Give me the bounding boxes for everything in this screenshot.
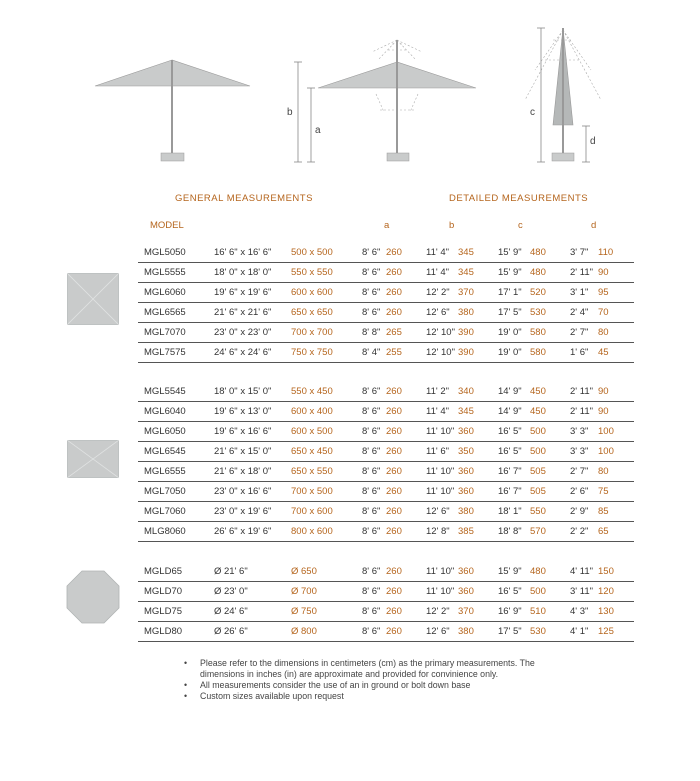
size-cm-cell: 650 x 650 [291,307,333,318]
size-cm-cell: 650 x 550 [291,466,333,477]
b-inches-cell: 11' 4" [426,406,449,417]
diagram-label-c: c [530,107,535,118]
b-inches-cell: 12' 6" [426,626,450,637]
general-measurements-heading: GENERAL MEASUREMENTS [175,193,313,204]
diagram-label-d: d [590,136,596,147]
model-cell: MGL5545 [144,386,186,397]
d-inches-cell: 4' 3" [570,606,589,617]
model-cell: MGLD75 [144,606,183,617]
size-inches-cell: 21' 6" x 21' 6" [214,307,272,318]
model-cell: MGL7060 [144,506,186,517]
d-cm-cell: 150 [598,566,614,577]
size-inches-cell: 18' 0" x 18' 0" [214,267,272,278]
model-cell: MGL6040 [144,406,186,417]
a-inches-cell: 8' 6" [362,386,381,397]
b-cm-cell: 360 [458,486,474,497]
table-row [138,461,634,482]
table-row [138,322,634,343]
b-cm-cell: 390 [458,327,474,338]
b-cm-cell: 380 [458,307,474,318]
d-inches-cell: 2' 4" [570,307,589,318]
d-inches-cell: 3' 11" [570,586,593,597]
model-cell: MGL5050 [144,247,186,258]
b-inches-cell: 11' 10" [426,486,455,497]
a-cm-cell: 260 [386,267,402,278]
d-inches-cell: 2' 9" [570,506,589,517]
model-cell: MGL7050 [144,486,186,497]
size-cm-cell: 600 x 500 [291,426,333,437]
d-cm-cell: 90 [598,386,609,397]
size-cm-cell: 750 x 750 [291,347,333,358]
size-cm-cell: Ø 750 [291,606,317,617]
b-inches-cell: 11' 10" [426,566,455,577]
size-inches-cell: 16' 6" x 16' 6" [214,247,272,258]
column-header-a: a [384,220,390,231]
size-inches-cell: Ø 24' 6" [214,606,248,617]
b-inches-cell: 12' 8" [426,526,450,537]
size-cm-cell: Ø 700 [291,586,317,597]
size-cm-cell: 500 x 500 [291,247,333,258]
c-cm-cell: 520 [530,287,546,298]
c-cm-cell: 500 [530,446,546,457]
c-inches-cell: 17' 1" [498,287,522,298]
c-cm-cell: 480 [530,247,546,258]
d-inches-cell: 2' 2" [570,526,589,537]
c-inches-cell: 16' 7" [498,466,522,477]
d-cm-cell: 130 [598,606,614,617]
table-row [138,421,634,442]
b-inches-cell: 12' 2" [426,287,450,298]
column-header-b: b [449,220,455,231]
d-inches-cell: 3' 3" [570,426,589,437]
a-cm-cell: 260 [386,446,402,457]
b-cm-cell: 360 [458,586,474,597]
d-inches-cell: 3' 3" [570,446,589,457]
size-inches-cell: 18' 0" x 15' 0" [214,386,272,397]
d-inches-cell: 4' 1" [570,626,589,637]
table-row [138,401,634,422]
size-inches-cell: 23' 0" x 19' 6" [214,506,272,517]
c-inches-cell: 17' 5" [498,307,522,318]
b-inches-cell: 12' 10" [426,347,455,358]
a-cm-cell: 260 [386,386,402,397]
model-cell: MLG8060 [144,526,186,537]
size-cm-cell: 600 x 400 [291,406,333,417]
d-cm-cell: 70 [598,307,609,318]
d-cm-cell: 65 [598,526,609,537]
c-inches-cell: 16' 5" [498,446,522,457]
a-cm-cell: 260 [386,586,402,597]
model-cell: MGL6545 [144,446,186,457]
c-cm-cell: 530 [530,307,546,318]
table-row [138,282,634,303]
b-cm-cell: 390 [458,347,474,358]
a-cm-cell: 265 [386,327,402,338]
table-row [138,561,634,582]
a-inches-cell: 8' 6" [362,626,381,637]
b-cm-cell: 345 [458,247,474,258]
d-cm-cell: 95 [598,287,609,298]
b-inches-cell: 12' 6" [426,506,450,517]
a-inches-cell: 8' 6" [362,486,381,497]
a-cm-cell: 260 [386,247,402,258]
size-cm-cell: 800 x 600 [291,526,333,537]
model-cell: MGLD65 [144,566,183,577]
c-cm-cell: 570 [530,526,546,537]
size-inches-cell: 21' 6" x 15' 0" [214,446,272,457]
d-cm-cell: 85 [598,506,609,517]
size-cm-cell: 550 x 550 [291,267,333,278]
b-cm-cell: 350 [458,446,474,457]
b-inches-cell: 11' 10" [426,466,455,477]
c-inches-cell: 16' 7" [498,486,522,497]
c-inches-cell: 16' 5" [498,426,522,437]
notes-list [180,658,540,702]
a-inches-cell: 8' 4" [362,347,381,358]
d-inches-cell: 2' 7" [570,327,589,338]
column-header-c: c [518,220,523,231]
c-cm-cell: 510 [530,606,546,617]
column-header-model: MODEL [150,220,184,231]
c-inches-cell: 16' 9" [498,606,522,617]
c-cm-cell: 450 [530,406,546,417]
a-inches-cell: 8' 6" [362,466,381,477]
a-cm-cell: 260 [386,486,402,497]
b-cm-cell: 360 [458,426,474,437]
d-inches-cell: 2' 6" [570,486,589,497]
size-inches-cell: 19' 6" x 19' 6" [214,287,272,298]
d-cm-cell: 90 [598,406,609,417]
a-cm-cell: 260 [386,506,402,517]
c-inches-cell: 14' 9" [498,386,522,397]
b-inches-cell: 11' 4" [426,267,449,278]
a-cm-cell: 260 [386,307,402,318]
a-cm-cell: 260 [386,287,402,298]
c-cm-cell: 580 [530,327,546,338]
c-cm-cell: 505 [530,466,546,477]
a-inches-cell: 8' 6" [362,566,381,577]
a-cm-cell: 260 [386,406,402,417]
a-inches-cell: 8' 6" [362,586,381,597]
table-row [138,262,634,283]
b-inches-cell: 11' 10" [426,426,455,437]
c-inches-cell: 15' 9" [498,566,522,577]
table-row [138,621,634,642]
a-inches-cell: 8' 6" [362,406,381,417]
rectangle-canopy-icon [67,440,119,478]
umbrella-dimension-ab-icon [294,40,476,162]
a-cm-cell: 260 [386,566,402,577]
a-cm-cell: 260 [386,466,402,477]
d-cm-cell: 80 [598,327,609,338]
size-cm-cell: 700 x 700 [291,327,333,338]
size-cm-cell: 550 x 450 [291,386,333,397]
d-cm-cell: 45 [598,347,609,358]
a-inches-cell: 8' 6" [362,506,381,517]
a-inches-cell: 8' 6" [362,526,381,537]
c-cm-cell: 480 [530,267,546,278]
c-inches-cell: 14' 9" [498,406,522,417]
d-cm-cell: 100 [598,446,614,457]
detailed-measurements-heading: DETAILED MEASUREMENTS [449,193,589,204]
b-cm-cell: 370 [458,606,474,617]
c-inches-cell: 16' 5" [498,586,522,597]
a-cm-cell: 260 [386,626,402,637]
umbrella-diagrams [0,0,700,180]
size-inches-cell: 19' 6" x 13' 0" [214,406,272,417]
b-inches-cell: 11' 6" [426,446,449,457]
b-cm-cell: 370 [458,287,474,298]
table-row [138,441,634,462]
a-cm-cell: 260 [386,426,402,437]
c-cm-cell: 500 [530,586,546,597]
d-inches-cell: 2' 7" [570,466,589,477]
table-row [138,601,634,622]
c-inches-cell: 17' 5" [498,626,522,637]
table-row [138,242,634,263]
d-cm-cell: 110 [598,247,614,258]
model-cell: MGL6060 [144,287,186,298]
c-inches-cell: 15' 9" [498,267,522,278]
table-row [138,381,634,402]
d-inches-cell: 3' 1" [570,287,589,298]
column-header-d: d [591,220,597,231]
size-cm-cell: 700 x 500 [291,486,333,497]
c-cm-cell: 550 [530,506,546,517]
a-inches-cell: 8' 6" [362,247,381,258]
diagram-label-b: b [287,107,293,118]
b-cm-cell: 345 [458,267,474,278]
model-cell: MGL7070 [144,327,186,338]
model-cell: MGL5555 [144,267,186,278]
b-cm-cell: 345 [458,406,474,417]
c-inches-cell: 19' 0" [498,347,522,358]
c-cm-cell: 580 [530,347,546,358]
octagon-canopy-icon [66,570,120,624]
a-inches-cell: 8' 6" [362,287,381,298]
b-inches-cell: 12' 2" [426,606,450,617]
a-cm-cell: 260 [386,606,402,617]
table-row [138,302,634,323]
c-inches-cell: 18' 1" [498,506,522,517]
b-cm-cell: 380 [458,506,474,517]
b-inches-cell: 12' 6" [426,307,450,318]
model-cell: MGL6565 [144,307,186,318]
size-cm-cell: Ø 650 [291,566,317,577]
d-cm-cell: 80 [598,466,609,477]
table-row [138,481,634,502]
model-cell: MGL6555 [144,466,186,477]
c-inches-cell: 15' 9" [498,247,522,258]
c-cm-cell: 450 [530,386,546,397]
size-inches-cell: 23' 0" x 16' 6" [214,486,272,497]
a-cm-cell: 260 [386,526,402,537]
c-inches-cell: 19' 0" [498,327,522,338]
d-cm-cell: 125 [598,626,614,637]
size-inches-cell: 21' 6" x 18' 0" [214,466,272,477]
b-inches-cell: 12' 10" [426,327,455,338]
d-inches-cell: 2' 11" [570,267,593,278]
b-cm-cell: 360 [458,466,474,477]
d-inches-cell: 3' 7" [570,247,589,258]
c-cm-cell: 530 [530,626,546,637]
size-cm-cell: 600 x 600 [291,287,333,298]
note-item: • Please refer to the dimensions in centimeters (cm) as the primary measurements. The dimensions in inches (in) are approximate and provided for convinience only. [180,658,540,680]
d-cm-cell: 100 [598,426,614,437]
size-cm-cell: 650 x 450 [291,446,333,457]
size-inches-cell: 26' 6" x 19' 6" [214,526,272,537]
size-inches-cell: 19' 6" x 16' 6" [214,426,272,437]
umbrella-open-icon [95,60,250,161]
table-row [138,581,634,602]
table-row [138,501,634,522]
note-item: • All measurements consider the use of an in ground or bolt down base [180,680,540,691]
a-inches-cell: 8' 6" [362,307,381,318]
b-cm-cell: 340 [458,386,474,397]
size-inches-cell: Ø 26' 6" [214,626,248,637]
b-inches-cell: 11' 10" [426,586,455,597]
size-cm-cell: Ø 800 [291,626,317,637]
a-inches-cell: 8' 6" [362,267,381,278]
model-cell: MGL6050 [144,426,186,437]
a-cm-cell: 255 [386,347,402,358]
a-inches-cell: 8' 6" [362,446,381,457]
diagram-label-a: a [315,125,321,136]
size-inches-cell: 23' 0" x 23' 0" [214,327,272,338]
c-cm-cell: 480 [530,566,546,577]
size-inches-cell: 24' 6" x 24' 6" [214,347,272,358]
model-cell: MGLD80 [144,626,183,637]
d-inches-cell: 2' 11" [570,406,593,417]
square-canopy-icon [67,273,119,325]
b-cm-cell: 380 [458,626,474,637]
a-inches-cell: 8' 6" [362,426,381,437]
d-cm-cell: 90 [598,267,609,278]
d-inches-cell: 4' 11" [570,566,593,577]
note-item: • Custom sizes available upon request [180,691,540,702]
c-cm-cell: 505 [530,486,546,497]
size-cm-cell: 700 x 600 [291,506,333,517]
c-inches-cell: 18' 8" [498,526,522,537]
model-cell: MGLD70 [144,586,183,597]
d-cm-cell: 75 [598,486,609,497]
c-cm-cell: 500 [530,426,546,437]
a-inches-cell: 8' 6" [362,606,381,617]
table-row [138,342,634,363]
b-cm-cell: 385 [458,526,474,537]
size-inches-cell: Ø 23' 0" [214,586,248,597]
b-cm-cell: 360 [458,566,474,577]
d-inches-cell: 1' 6" [570,347,589,358]
table-row [138,521,634,542]
b-inches-cell: 11' 2" [426,386,449,397]
b-inches-cell: 11' 4" [426,247,449,258]
model-cell: MGL7575 [144,347,186,358]
d-cm-cell: 120 [598,586,614,597]
a-inches-cell: 8' 8" [362,327,381,338]
size-inches-cell: Ø 21' 6" [214,566,248,577]
d-inches-cell: 2' 11" [570,386,593,397]
